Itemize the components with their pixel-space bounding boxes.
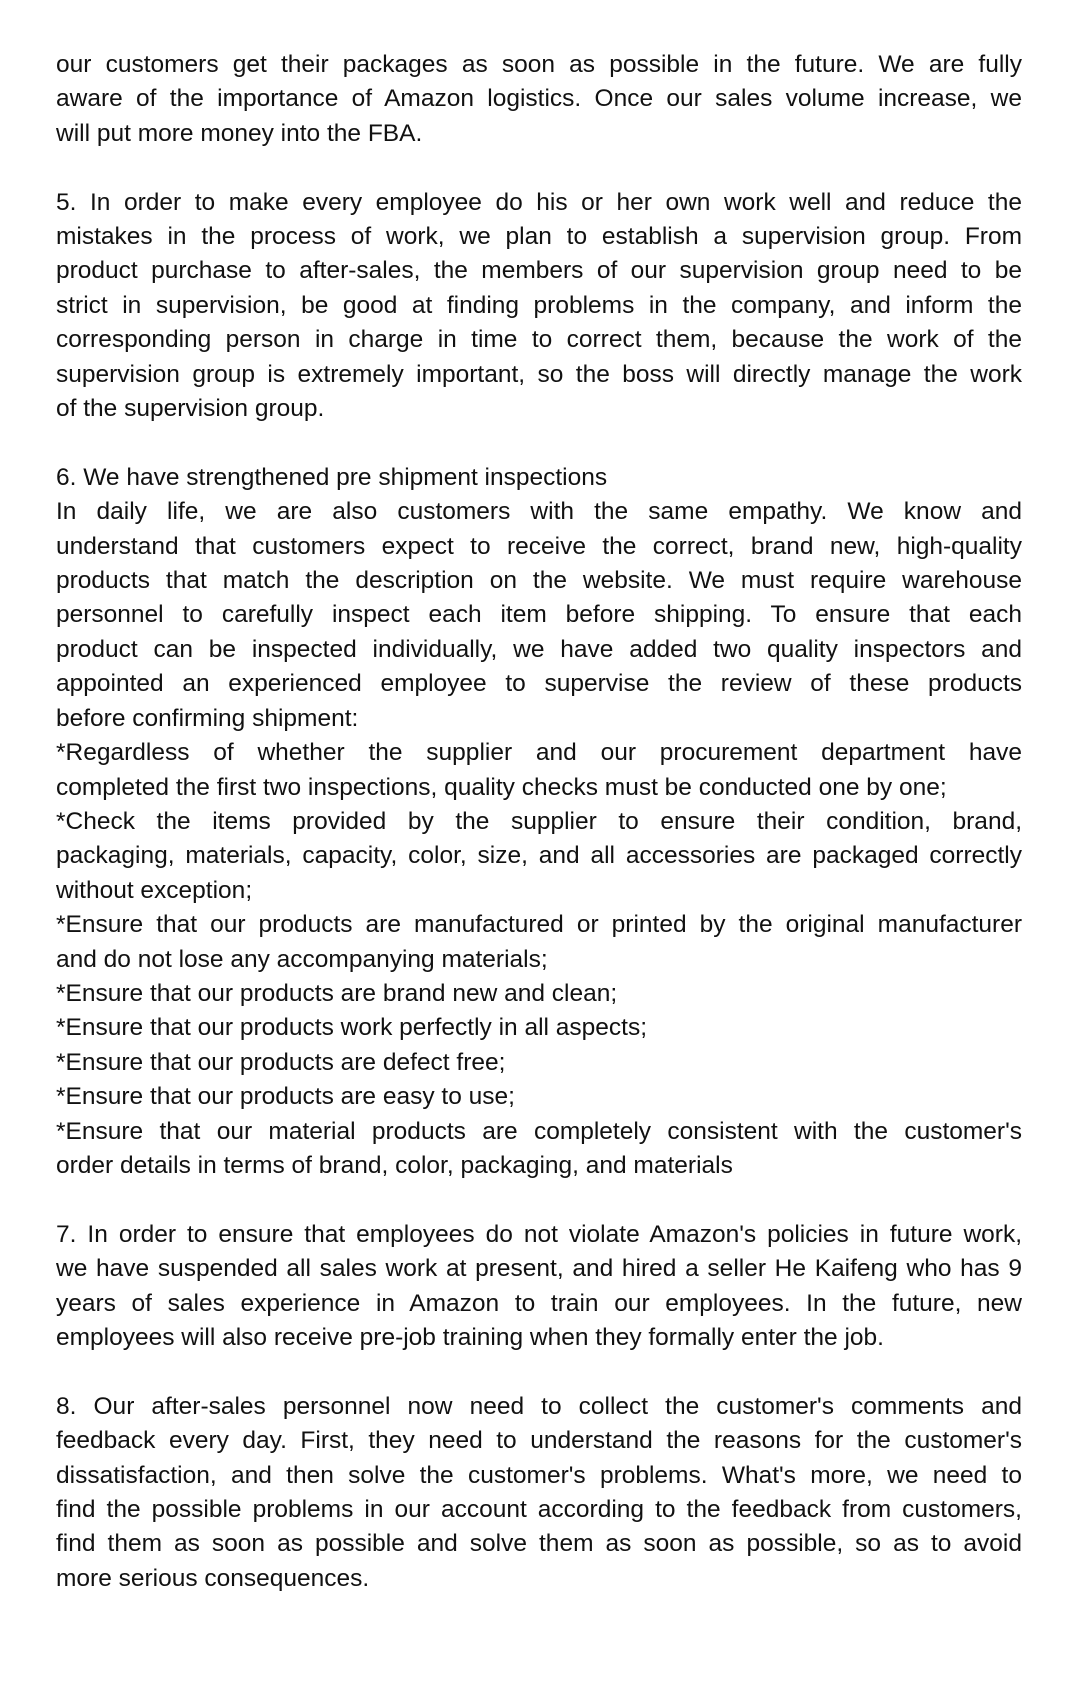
paragraph-5 bbox=[56, 186, 1022, 427]
paragraph-7 bbox=[56, 1218, 1022, 1356]
text-line: employees will also receive pre-job training when they formally enter the job. bbox=[56, 1323, 884, 1351]
text-line: find them as soon as possible and solve them as soon as possible, so as to avoid bbox=[56, 1530, 1022, 1558]
text-line: understand that customers expect to receive the correct, brand new, high-quality bbox=[56, 532, 1022, 560]
document-page bbox=[56, 48, 1022, 1596]
bullet-line: *Ensure that our products are manufactured or printed by the original manufacturer bbox=[56, 911, 1022, 939]
bullet-line: *Ensure that our products are defect free; bbox=[56, 1048, 506, 1076]
text-line: product can be inspected individually, we have added two quality inspectors and bbox=[56, 635, 1022, 663]
bullet-line: completed the first two inspections, quality checks must be conducted one by one; bbox=[56, 773, 947, 801]
text-line: our customers get their packages as soon as possible in the future. We are fully bbox=[56, 51, 1022, 78]
bullet-line: *Ensure that our products work perfectly in all aspects; bbox=[56, 1014, 648, 1042]
paragraph-gap bbox=[56, 1183, 1022, 1217]
paragraph-6 bbox=[56, 461, 1022, 1184]
text-line: supervision group is extremely important, so the boss will directly manage the work bbox=[56, 360, 1022, 388]
bullet-line: *Ensure that our products are easy to use; bbox=[56, 1083, 515, 1111]
text-line: 5. In order to make every employee do his or her own work well and reduce the bbox=[56, 188, 1022, 216]
paragraph-gap bbox=[56, 426, 1022, 460]
text-line: 8. Our after-sales personnel now need to collect the customer's comments and bbox=[56, 1392, 1022, 1420]
paragraph-8 bbox=[56, 1390, 1022, 1596]
text-line: 7. In order to ensure that employees do not violate Amazon's policies in future work, bbox=[56, 1220, 1022, 1248]
text-line: products that match the description on the website. We must require warehouse bbox=[56, 567, 1022, 595]
bullet-line: *Ensure that our material products are completely consistent with the customer's bbox=[56, 1117, 1022, 1145]
text-line: of the supervision group. bbox=[56, 395, 325, 423]
text-line: will put more money into the FBA. bbox=[56, 119, 423, 147]
text-line: dissatisfaction, and then solve the customer's problems. What's more, we need to bbox=[56, 1461, 1022, 1489]
bullet-line: order details in terms of brand, color, packaging, and materials bbox=[56, 1151, 733, 1179]
text-line: mistakes in the process of work, we plan to establish a supervision group. From bbox=[56, 223, 1022, 251]
text-line: corresponding person in charge in time to correct them, because the work of the bbox=[56, 326, 1022, 354]
text-line: we have suspended all sales work at present, and hired a seller He Kaifeng who has 9 bbox=[56, 1255, 1022, 1283]
text-line: years of sales experience in Amazon to train our employees. In the future, new bbox=[56, 1289, 1022, 1317]
paragraph-gap bbox=[56, 151, 1022, 185]
text-line: feedback every day. First, they need to understand the reasons for the customer's bbox=[56, 1427, 1022, 1455]
text-line: before confirming shipment: bbox=[56, 704, 359, 732]
bullet-line: *Regardless of whether the supplier and our procurement department have bbox=[56, 739, 1022, 767]
bullet-line: *Ensure that our products are brand new and clean; bbox=[56, 979, 618, 1007]
text-line: product purchase to after-sales, the members of our supervision group need to be bbox=[56, 257, 1022, 285]
text-line: personnel to carefully inspect each item before shipping. To ensure that each bbox=[56, 601, 1022, 629]
bullet-line: and do not lose any accompanying materials; bbox=[56, 945, 548, 973]
paragraph-gap bbox=[56, 1355, 1022, 1389]
bullet-line: packaging, materials, capacity, color, size, and all accessories are packaged correctly bbox=[56, 842, 1022, 870]
text-line: find the possible problems in our account according to the feedback from customers, bbox=[56, 1496, 1022, 1523]
text-line: strict in supervision, be good at finding problems in the company, and inform the bbox=[56, 291, 1022, 319]
bullet-line: without exception; bbox=[56, 876, 253, 904]
text-line: more serious consequences. bbox=[56, 1564, 370, 1592]
text-line: aware of the importance of Amazon logistics. Once our sales volume increase, we bbox=[56, 85, 1022, 113]
text-line: appointed an experienced employee to supervise the review of these products bbox=[56, 670, 1022, 698]
text-line: In daily life, we are also customers with the same empathy. We know and bbox=[56, 498, 1022, 526]
paragraph-intro bbox=[56, 48, 1022, 151]
section-heading: 6. We have strengthened pre shipment inspections bbox=[56, 463, 608, 491]
bullet-line: *Check the items provided by the supplier to ensure their condition, brand, bbox=[56, 807, 1022, 835]
